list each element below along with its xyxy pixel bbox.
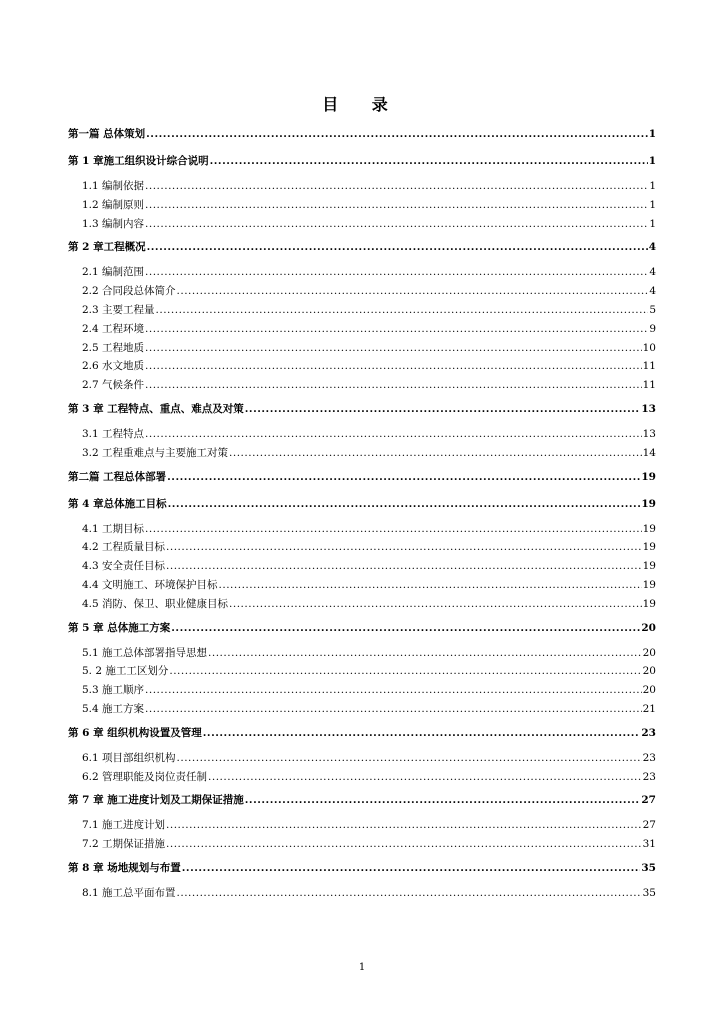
- toc-page-number: 20: [641, 621, 656, 634]
- toc-entry[interactable]: [68, 750, 656, 769]
- toc-entry[interactable]: [68, 340, 656, 359]
- dot-leader: [177, 887, 642, 899]
- dot-leader: [245, 794, 641, 806]
- dot-leader: [245, 403, 641, 415]
- toc-label: 1.2 编制原则: [82, 198, 145, 211]
- toc-heading[interactable]: [68, 725, 656, 747]
- toc-page-number: 1: [649, 198, 656, 211]
- toc-label: 第 2 章工程概况: [68, 241, 146, 254]
- toc-entry[interactable]: [68, 682, 656, 701]
- dot-leader: [145, 360, 642, 372]
- toc-label: 第 1 章施工组织设计综合说明: [68, 155, 209, 167]
- toc-label: 5. 2 施工工区划分: [82, 665, 169, 678]
- toc-entry[interactable]: [68, 645, 656, 664]
- toc-label: 7.2 工期保证措施: [82, 838, 166, 851]
- toc-entry[interactable]: [68, 216, 656, 235]
- toc-page-number: 20: [642, 646, 656, 659]
- dot-leader: [145, 266, 648, 278]
- toc-label: 5.1 施工总体部署指导思想: [82, 646, 208, 659]
- toc-entry[interactable]: [68, 885, 656, 904]
- toc-heading[interactable]: [68, 860, 656, 882]
- toc-label: 第二篇 工程总体部署: [68, 470, 167, 483]
- dot-leader: [145, 428, 642, 440]
- toc-page-number: 31: [642, 838, 656, 851]
- dot-leader: [177, 285, 649, 297]
- dot-leader: [166, 838, 642, 850]
- toc-label: 2.6 水文地质: [82, 360, 145, 373]
- toc-entry[interactable]: [68, 426, 656, 445]
- toc-label: 第一篇 总体策划: [68, 128, 146, 140]
- dot-leader: [146, 128, 648, 140]
- toc-page-number: 1: [649, 180, 656, 192]
- toc-label: 5.3 施工顺序: [82, 684, 145, 697]
- toc-page-number: 19: [641, 470, 656, 483]
- dot-leader: [145, 342, 642, 354]
- toc-entry[interactable]: [68, 596, 656, 615]
- page-number: 1: [358, 962, 366, 973]
- toc-entry[interactable]: [68, 769, 656, 788]
- toc-entry[interactable]: [68, 321, 656, 340]
- toc-label: 第 4 章总体施工目标: [68, 497, 167, 510]
- toc-heading[interactable]: [68, 792, 656, 814]
- toc-page-number: 11: [642, 360, 656, 373]
- dot-leader: [229, 598, 642, 610]
- toc-label: 2.7 气候条件: [82, 379, 145, 392]
- toc-page-number: 23: [641, 726, 656, 739]
- toc-entry[interactable]: [68, 701, 656, 720]
- dot-leader: [210, 155, 648, 167]
- toc-label: 第 5 章 总体施工方案: [68, 621, 171, 634]
- dot-leader: [145, 684, 642, 696]
- toc-heading[interactable]: [68, 620, 656, 642]
- toc-label: 第 8 章 场地规划与布置: [68, 861, 181, 874]
- toc-label: 4.3 安全责任目标: [82, 560, 166, 573]
- toc-heading[interactable]: [68, 469, 656, 491]
- toc-label: 第 3 章 工程特点、重点、难点及对策: [68, 402, 244, 415]
- toc-label: 3.1 工程特点: [82, 427, 145, 440]
- toc-page-number: 11: [642, 379, 656, 392]
- toc-page-number: 13: [642, 427, 656, 440]
- toc-page-number: 23: [642, 751, 656, 764]
- toc-entry[interactable]: [68, 178, 656, 197]
- dot-leader: [208, 647, 642, 659]
- toc-entry[interactable]: [68, 521, 656, 540]
- toc-page-number: 9: [649, 322, 656, 335]
- toc-page-number: 20: [642, 665, 656, 678]
- dot-leader: [203, 727, 641, 739]
- toc-page-number: 27: [641, 794, 656, 807]
- toc-page-number: 19: [642, 578, 656, 591]
- toc-label: 4.2 工程质量目标: [82, 541, 166, 554]
- toc-page-number: 1: [648, 155, 656, 167]
- toc-entry[interactable]: [68, 836, 656, 855]
- toc-page-number: 19: [642, 541, 656, 554]
- dot-leader: [219, 579, 642, 591]
- toc-heading[interactable]: [68, 153, 656, 175]
- toc-label: 6.1 项目部组织机构: [82, 751, 176, 764]
- toc-page-number: 19: [641, 497, 656, 510]
- toc-page-number: 4: [648, 241, 656, 254]
- toc-label: 2.5 工程地质: [82, 341, 145, 354]
- toc-page-number: 35: [641, 861, 656, 874]
- toc-page-number: 5: [649, 303, 656, 316]
- dot-leader: [147, 241, 648, 253]
- toc-heading[interactable]: [68, 496, 656, 518]
- dot-leader: [145, 379, 642, 391]
- toc-entry[interactable]: [68, 302, 656, 321]
- toc-entry[interactable]: [68, 558, 656, 577]
- toc-heading[interactable]: [68, 126, 656, 148]
- toc-page-number: 19: [642, 522, 656, 535]
- dot-leader: [145, 523, 642, 535]
- toc-entry[interactable]: [68, 577, 656, 596]
- dot-leader: [167, 471, 640, 483]
- dot-leader: [166, 560, 642, 572]
- toc-label: 2.3 主要工程量: [82, 303, 155, 316]
- toc-label: 4.1 工期目标: [82, 522, 145, 535]
- dot-leader: [145, 199, 648, 211]
- toc-label: 2.4 工程环境: [82, 322, 145, 335]
- dot-leader: [177, 752, 642, 764]
- toc-page-number: 4: [649, 285, 656, 298]
- dot-leader: [169, 665, 641, 677]
- toc-label: 4.5 消防、保卫、职业健康目标: [82, 597, 229, 610]
- toc-label: 2.2 合同段总体简介: [82, 285, 176, 298]
- toc-heading[interactable]: [68, 401, 656, 423]
- toc-label: 7.1 施工进度计划: [82, 819, 166, 832]
- toc-page-number: 14: [642, 446, 656, 459]
- toc-label: 8.1 施工总平面布置: [82, 886, 176, 899]
- toc-entry[interactable]: [68, 817, 656, 836]
- dot-leader: [166, 541, 642, 553]
- dot-leader: [182, 862, 641, 874]
- dot-leader: [145, 180, 648, 192]
- dot-leader: [168, 498, 641, 510]
- toc-label: 3.2 工程重难点与主要施工对策: [82, 446, 229, 459]
- dot-leader: [166, 819, 642, 831]
- toc-page-number: 23: [642, 770, 656, 783]
- dot-leader: [145, 218, 648, 230]
- dot-leader: [156, 304, 649, 316]
- toc-label: 1.3 编制内容: [82, 217, 145, 230]
- toc-page-number: 1: [648, 128, 656, 140]
- toc-page-number: 19: [642, 560, 656, 573]
- toc-page-number: 20: [642, 684, 656, 697]
- toc-label: 1.1 编制依据: [82, 180, 145, 192]
- toc-entry[interactable]: [68, 663, 656, 682]
- toc-label: 第 7 章 施工进度计划及工期保证措施: [68, 794, 244, 807]
- toc-entry[interactable]: [68, 283, 656, 302]
- toc-page-number: 21: [642, 702, 656, 715]
- toc-entry[interactable]: [68, 539, 656, 558]
- page-title: 目 录: [322, 95, 402, 114]
- toc-page-number: 4: [649, 266, 656, 279]
- toc-page-number: 10: [642, 341, 656, 354]
- toc-entry[interactable]: [68, 445, 656, 464]
- dot-leader: [145, 323, 648, 335]
- dot-leader: [208, 771, 642, 783]
- toc-entry[interactable]: [68, 377, 656, 396]
- toc-page-number: 19: [642, 597, 656, 610]
- toc-heading[interactable]: [68, 239, 656, 261]
- toc-label: 4.4 文明施工、环境保护目标: [82, 578, 218, 591]
- toc-label: 5.4 施工方案: [82, 702, 145, 715]
- dot-leader: [229, 447, 642, 459]
- toc-entry[interactable]: [68, 264, 656, 283]
- toc-entry[interactable]: [68, 197, 656, 216]
- toc-entry[interactable]: [68, 358, 656, 377]
- dot-leader: [171, 622, 640, 634]
- toc-label: 2.1 编制范围: [82, 266, 145, 279]
- toc-page-number: 35: [642, 886, 656, 899]
- toc-page-number: 1: [649, 217, 656, 230]
- toc-label: 第 6 章 组织机构设置及管理: [68, 726, 202, 739]
- table-of-contents: [68, 126, 656, 904]
- toc-label: 6.2 管理职能及岗位责任制: [82, 770, 208, 783]
- dot-leader: [145, 703, 642, 715]
- toc-page-number: 13: [641, 402, 656, 415]
- toc-page-number: 27: [642, 819, 656, 832]
